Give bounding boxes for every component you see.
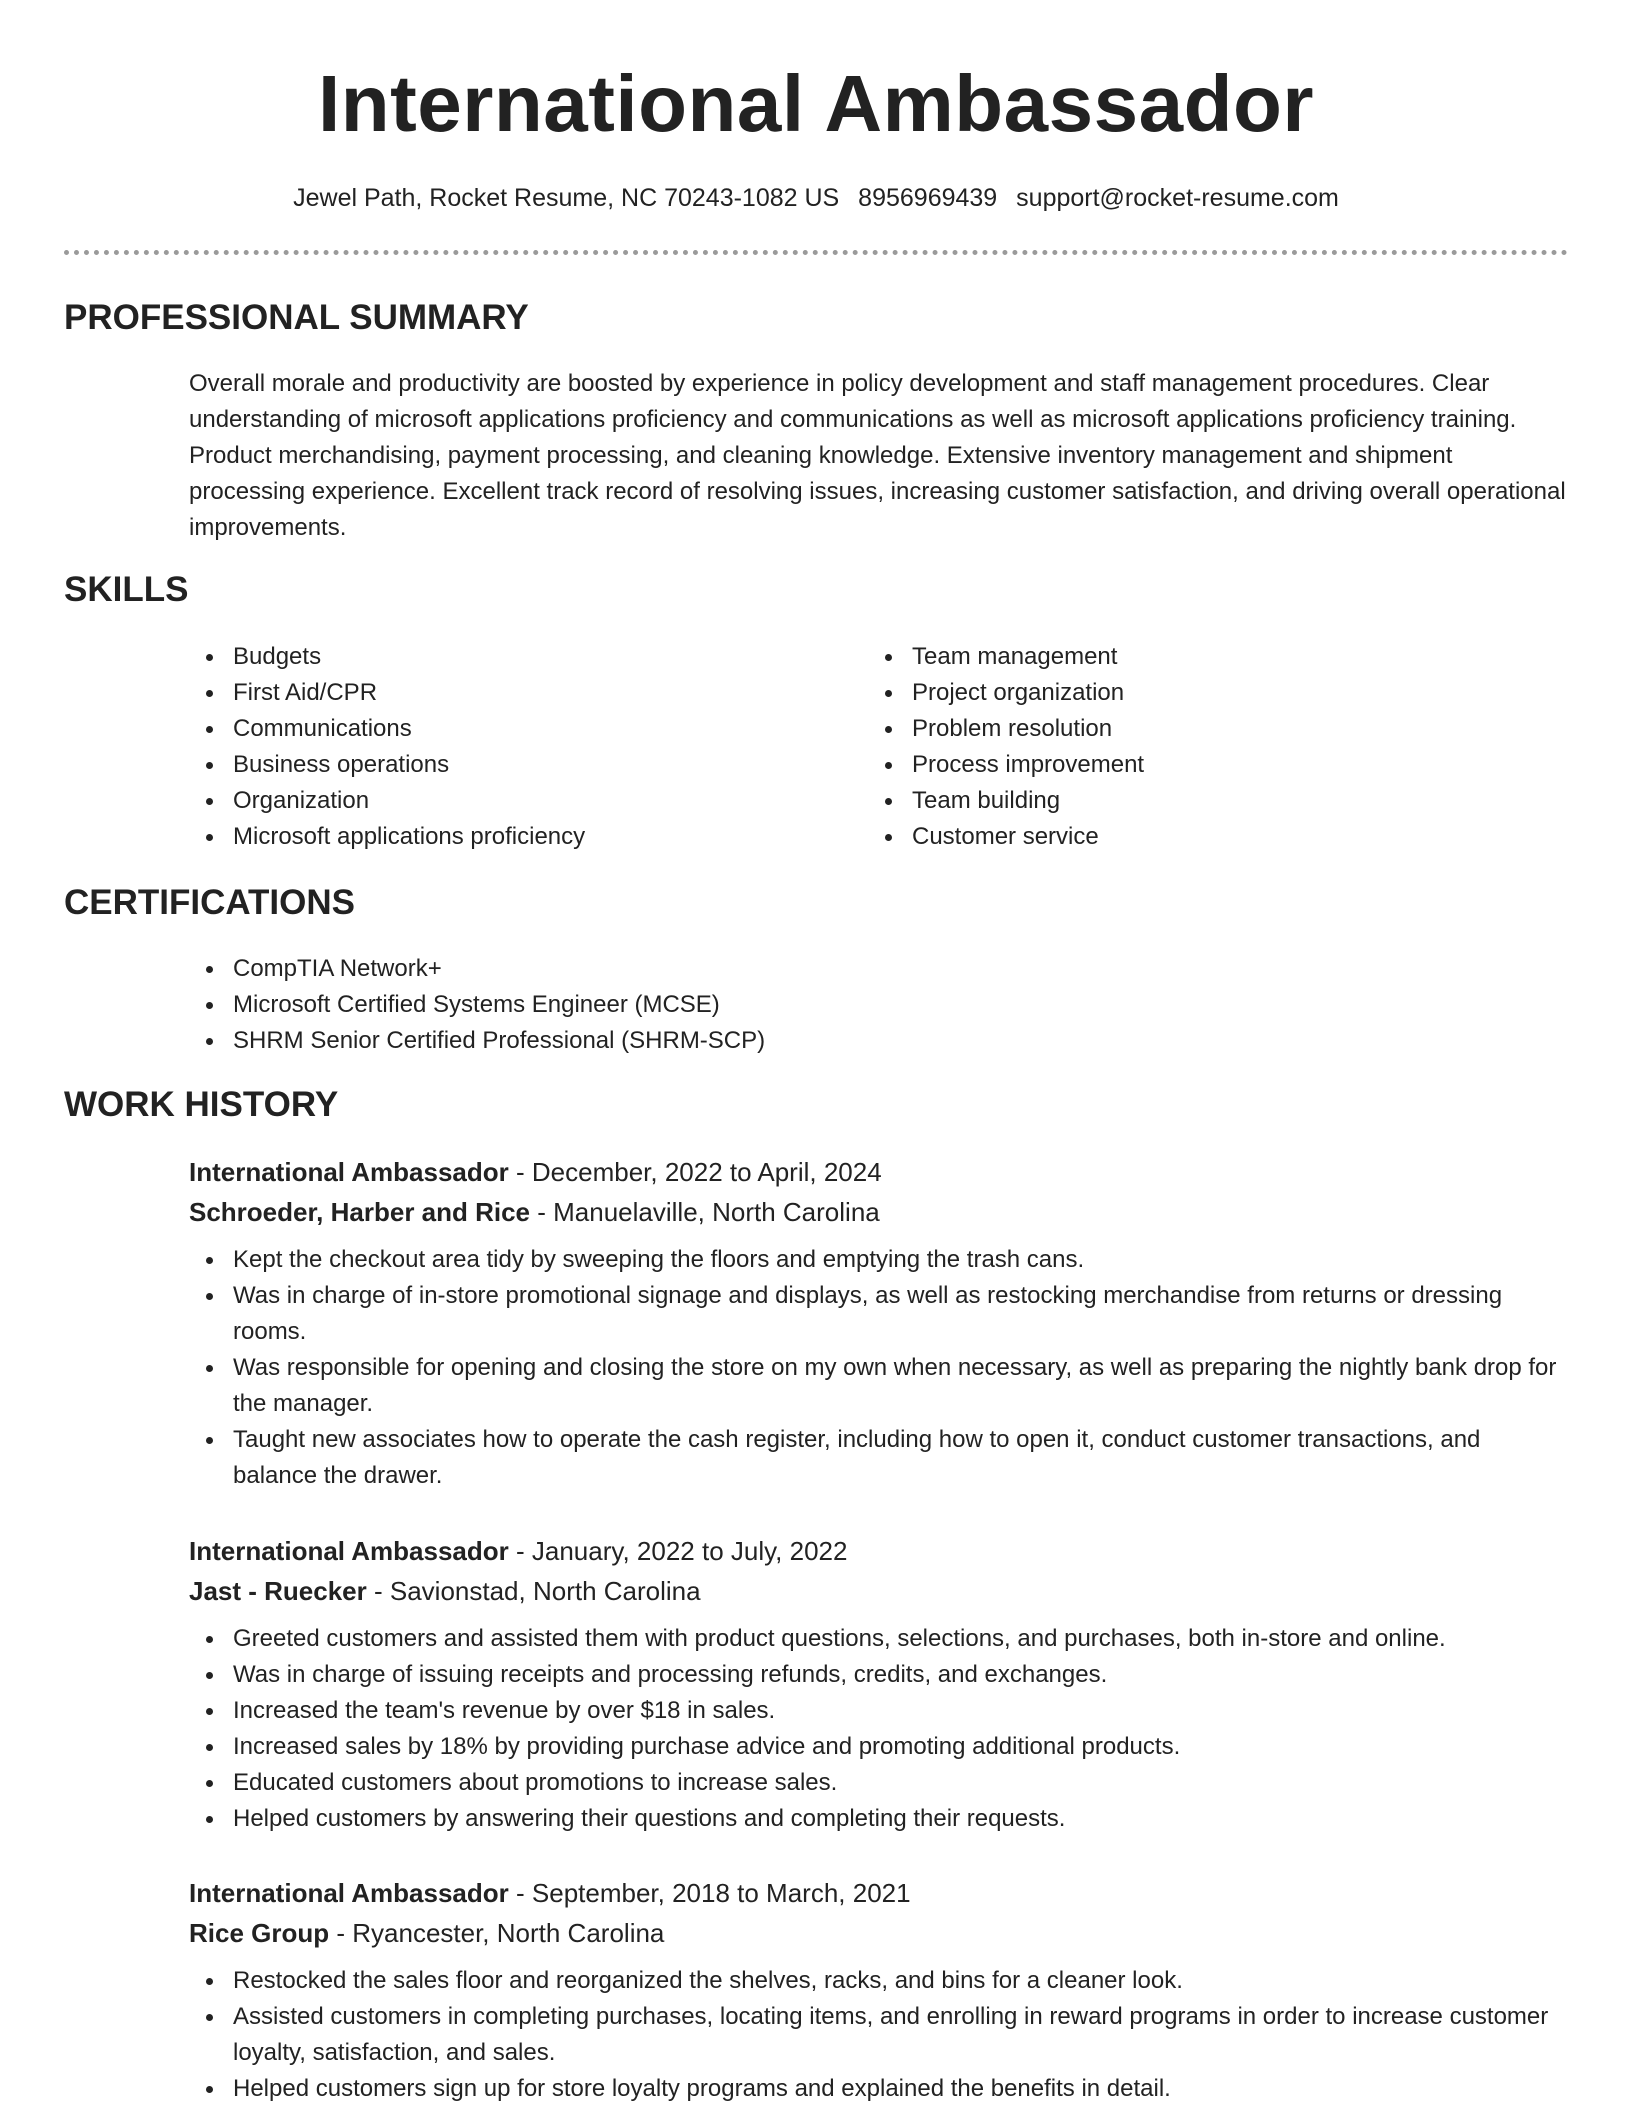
skill-item: Process improvement: [868, 747, 1144, 783]
certifications-list: [189, 951, 765, 1059]
skill-item: Customer service: [868, 819, 1144, 855]
job-company: Rice Group: [189, 1918, 330, 1948]
skills-heading: SKILLS: [64, 570, 189, 609]
job-company: Schroeder, Harber and Rice: [189, 1197, 531, 1227]
job-dates: - December, 2022 to April, 2024: [508, 1157, 882, 1187]
job-duties-list: [189, 1963, 1569, 2107]
job-duties-list: [189, 1242, 1569, 1494]
job-duties-list: [189, 1621, 1569, 1837]
skills-list-right: [868, 639, 1144, 855]
skill-item: Team management: [868, 639, 1144, 675]
job-title-line: [189, 1152, 1569, 1192]
certifications-heading: CERTIFICATIONS: [64, 883, 356, 922]
summary-text: Overall morale and productivity are boosted by experience in policy development and staff management procedures. Clear understanding of microsoft applications proficiency and communications as well as microsoft applications proficiency training. Product merchandising, payment processing, and cleaning knowledge. Extensive inventory management and shipment processing experience. Excellent track record of resolving issues, increasing customer satisfaction, and driving overall operational improvements.: [189, 370, 1566, 541]
certification-item: SHRM Senior Certified Professional (SHRM-SCP): [189, 1023, 765, 1059]
job-location: - Savionstad, North Carolina: [366, 1576, 701, 1606]
job-duty: Was in charge of in-store promotional signage and displays, as well as restocking merchandise from returns or dressing rooms.: [189, 1278, 1569, 1350]
certification-item: Microsoft Certified Systems Engineer (MCSE): [189, 987, 765, 1023]
job-title-line: [189, 1873, 1569, 1913]
job-duty: Restocked the sales floor and reorganized the shelves, racks, and bins for a cleaner look.: [189, 1963, 1569, 1999]
job-entry: [189, 1531, 1569, 1837]
certification-item: CompTIA Network+: [189, 951, 765, 987]
summary-heading: PROFESSIONAL SUMMARY: [64, 298, 529, 337]
job-duty: Helped customers by answering their questions and completing their requests.: [189, 1801, 1569, 1837]
contact-phone: 8956969439: [858, 184, 998, 212]
job-company: Jast - Ruecker: [189, 1576, 367, 1606]
job-role: International Ambassador: [189, 1157, 509, 1187]
job-company-line: [189, 1913, 1569, 1953]
job-entry: [189, 1873, 1569, 2107]
skill-item: Budgets: [189, 639, 585, 675]
skill-item: Team building: [868, 783, 1144, 819]
skills-list-left: [189, 639, 585, 855]
job-duty: Kept the checkout area tidy by sweeping the floors and emptying the trash cans.: [189, 1242, 1569, 1278]
job-duty: Helped customers sign up for store loyalty programs and explained the benefits in detail.: [189, 2071, 1569, 2107]
skill-item: Business operations: [189, 747, 585, 783]
job-duty: Assisted customers in completing purchases, locating items, and enrolling in reward programs in order to increase customer loyalty, satisfaction, and sales.: [189, 1999, 1569, 2071]
contact-line: [0, 182, 1632, 214]
resume-name: International Ambassador: [318, 59, 1314, 148]
skill-item: Problem resolution: [868, 711, 1144, 747]
job-entry: [189, 1152, 1569, 1494]
job-title-line: [189, 1531, 1569, 1571]
skill-item: Communications: [189, 711, 585, 747]
skill-item: Microsoft applications proficiency: [189, 819, 585, 855]
work-history-heading: WORK HISTORY: [64, 1085, 339, 1124]
skill-item: First Aid/CPR: [189, 675, 585, 711]
job-company-line: [189, 1571, 1569, 1611]
job-location: - Manuelaville, North Carolina: [530, 1197, 880, 1227]
job-role: International Ambassador: [189, 1536, 509, 1566]
job-duty: Was responsible for opening and closing the store on my own when necessary, as well as preparing the nightly bank drop for the manager.: [189, 1350, 1569, 1422]
skill-item: Organization: [189, 783, 585, 819]
job-duty: Increased sales by 18% by providing purchase advice and promoting additional products.: [189, 1729, 1569, 1765]
job-duty: Educated customers about promotions to increase sales.: [189, 1765, 1569, 1801]
job-dates: - September, 2018 to March, 2021: [508, 1878, 911, 1908]
job-duty: Taught new associates how to operate the cash register, including how to open it, conduct customer transactions, and balance the drawer.: [189, 1422, 1569, 1494]
header-divider: [64, 250, 1568, 255]
contact-email: support@rocket-resume.com: [1016, 184, 1339, 212]
job-role: International Ambassador: [189, 1878, 509, 1908]
job-duty: Increased the team's revenue by over $18 in sales.: [189, 1693, 1569, 1729]
job-duty: Was in charge of issuing receipts and processing refunds, credits, and exchanges.: [189, 1657, 1569, 1693]
skill-item: Project organization: [868, 675, 1144, 711]
contact-address: Jewel Path, Rocket Resume, NC 70243-1082 US: [293, 184, 840, 212]
job-company-line: [189, 1192, 1569, 1232]
job-location: - Ryancester, North Carolina: [329, 1918, 665, 1948]
job-duty: Greeted customers and assisted them with product questions, selections, and purchases, both in-store and online.: [189, 1621, 1569, 1657]
job-dates: - January, 2022 to July, 2022: [508, 1536, 848, 1566]
